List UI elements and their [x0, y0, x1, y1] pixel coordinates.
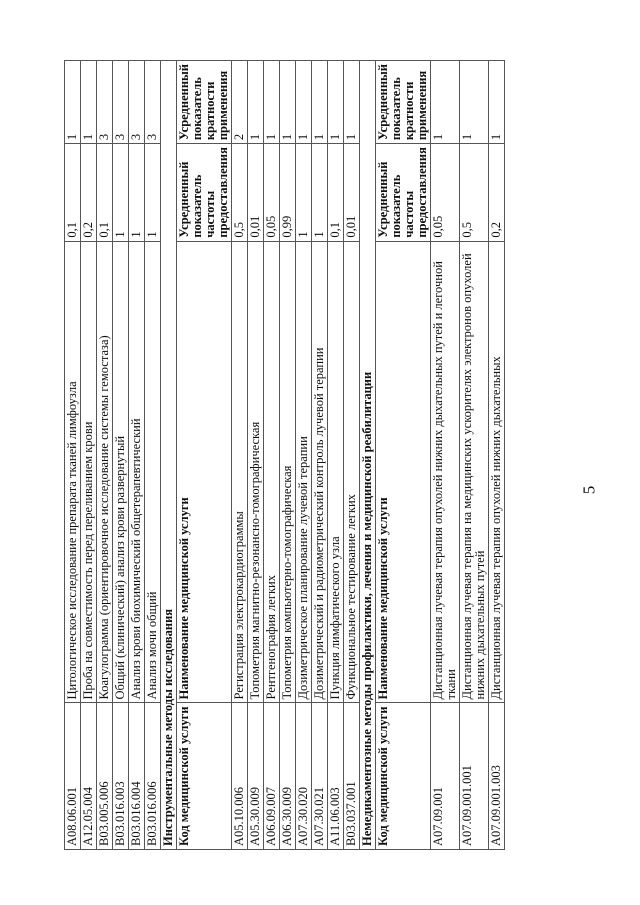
- header-freq: Усредненный показатель частоты предоставления: [177, 144, 232, 242]
- table-row: [232, 61, 248, 850]
- section-title-nonmed: Немедикаментозные методы профилактики, лечения и медицинской реабилитации: [360, 61, 376, 850]
- header-name: Наименование медицинской услуги: [376, 241, 431, 703]
- code-cell: A07.30.021: [312, 703, 328, 850]
- table-row: [129, 61, 145, 850]
- name-cell: Анализ мочи общий: [145, 241, 161, 703]
- section-heading-row: [360, 61, 376, 850]
- freq-cell: 0,2: [81, 144, 97, 242]
- services-table: [64, 60, 505, 850]
- name-cell: Анализ крови биохимический общетерапевтический: [129, 241, 145, 703]
- table-row: [312, 61, 328, 850]
- mult-cell: 3: [129, 61, 145, 144]
- freq-cell: 0,1: [65, 144, 81, 242]
- freq-cell: 1: [296, 144, 312, 242]
- name-cell: Дозиметрическое планирование лучевой терапии: [296, 241, 312, 703]
- code-cell: B03.016.003: [113, 703, 129, 850]
- code-cell: B03.016.004: [129, 703, 145, 850]
- mult-cell: 3: [145, 61, 161, 144]
- mult-cell: 1: [460, 61, 489, 144]
- name-cell: Цитологическое исследование препарата тканей лимфоузла: [65, 241, 81, 703]
- freq-cell: 0,05: [431, 144, 460, 242]
- name-cell: Функциональное тестирование легких: [344, 241, 360, 703]
- header-freq: Усредненный показатель частоты предоставления: [376, 144, 431, 242]
- table-row: [489, 61, 505, 850]
- name-cell: Проба на совместимость перед переливанием крови: [81, 241, 97, 703]
- mult-cell: 1: [296, 61, 312, 144]
- code-cell: A11.06.003: [328, 703, 344, 850]
- code-cell: A06.09.007: [264, 703, 280, 850]
- mult-cell: 1: [65, 61, 81, 144]
- section-heading-row: [161, 61, 177, 850]
- table-row: [113, 61, 129, 850]
- freq-cell: 0,05: [264, 144, 280, 242]
- code-cell: B03.037.001: [344, 703, 360, 850]
- header-code: Код медицинской услуги: [177, 703, 232, 850]
- name-cell: Регистрация электрокардиограммы: [232, 241, 248, 703]
- mult-cell: 2: [232, 61, 248, 144]
- freq-cell: 1: [312, 144, 328, 242]
- freq-cell: 1: [145, 144, 161, 242]
- column-header-row: [177, 61, 232, 850]
- rotated-document: [64, 50, 564, 850]
- freq-cell: 0,1: [328, 144, 344, 242]
- mult-cell: 1: [431, 61, 460, 144]
- code-cell: A07.30.020: [296, 703, 312, 850]
- table-row: [280, 61, 296, 850]
- mult-cell: 3: [97, 61, 113, 144]
- column-header-row: [376, 61, 431, 850]
- code-cell: A05.10.006: [232, 703, 248, 850]
- code-cell: A05.30.009: [248, 703, 264, 850]
- code-cell: B03.005.006: [97, 703, 113, 850]
- freq-cell: 1: [113, 144, 129, 242]
- table-row: [145, 61, 161, 850]
- name-cell: Дистанционная лучевая терапия опухолей нижних дыхательных путей и легочной ткани: [431, 241, 460, 703]
- mult-cell: 3: [113, 61, 129, 144]
- mult-cell: 1: [264, 61, 280, 144]
- code-cell: A07.09.001.001: [460, 703, 489, 850]
- table-row: [81, 61, 97, 850]
- freq-cell: 0,2: [489, 144, 505, 242]
- mult-cell: 1: [328, 61, 344, 144]
- name-cell: Дистанционная лучевая терапия опухолей нижних дыхательных: [489, 241, 505, 703]
- freq-cell: 1: [129, 144, 145, 242]
- code-cell: A07.09.001.003: [489, 703, 505, 850]
- freq-cell: 0,5: [460, 144, 489, 242]
- table-row: [460, 61, 489, 850]
- name-cell: Топометрия магнитно-резонансно-томографическая: [248, 241, 264, 703]
- section-title-instrumental: Инструментальные методы исследования: [161, 61, 177, 850]
- header-name: Наименование медицинской услуги: [177, 241, 232, 703]
- name-cell: Коагулограмма (ориентировочное исследование системы гемостаза): [97, 241, 113, 703]
- mult-cell: 1: [344, 61, 360, 144]
- table-row: [296, 61, 312, 850]
- mult-cell: 1: [248, 61, 264, 144]
- table-row: [248, 61, 264, 850]
- freq-cell: 0,99: [280, 144, 296, 242]
- mult-cell: 1: [312, 61, 328, 144]
- table-row: [328, 61, 344, 850]
- freq-cell: 0,5: [232, 144, 248, 242]
- code-cell: A12.05.004: [81, 703, 97, 850]
- mult-cell: 1: [81, 61, 97, 144]
- mult-cell: 1: [489, 61, 505, 144]
- header-mult: Усредненный показатель кратности применения: [376, 61, 431, 144]
- name-cell: Общий (клинический) анализ крови развернутый: [113, 241, 129, 703]
- header-mult: Усредненный показатель кратности применения: [177, 61, 232, 144]
- freq-cell: 0,1: [97, 144, 113, 242]
- mult-cell: 1: [280, 61, 296, 144]
- name-cell: Дистанционная лучевая терапия на медицинских ускорителях электронов опухолей нижних дыхательных путей: [460, 241, 489, 703]
- name-cell: Пункция лимфатического узла: [328, 241, 344, 703]
- page-number: 5: [579, 485, 599, 495]
- freq-cell: 0,01: [344, 144, 360, 242]
- table-row: [264, 61, 280, 850]
- header-code: Код медицинской услуги: [376, 703, 431, 850]
- name-cell: Рентгенография легких: [264, 241, 280, 703]
- name-cell: Дозиметрический и радиометрический контроль лучевой терапии: [312, 241, 328, 703]
- table-row: [431, 61, 460, 850]
- freq-cell: 0,01: [248, 144, 264, 242]
- name-cell: Топометрия компьютерно-томографическая: [280, 241, 296, 703]
- code-cell: A06.30.009: [280, 703, 296, 850]
- code-cell: A08.06.001: [65, 703, 81, 850]
- table-row: [65, 61, 81, 850]
- table-row: [97, 61, 113, 850]
- code-cell: B03.016.006: [145, 703, 161, 850]
- table-row: [344, 61, 360, 850]
- code-cell: A07.09.001: [431, 703, 460, 850]
